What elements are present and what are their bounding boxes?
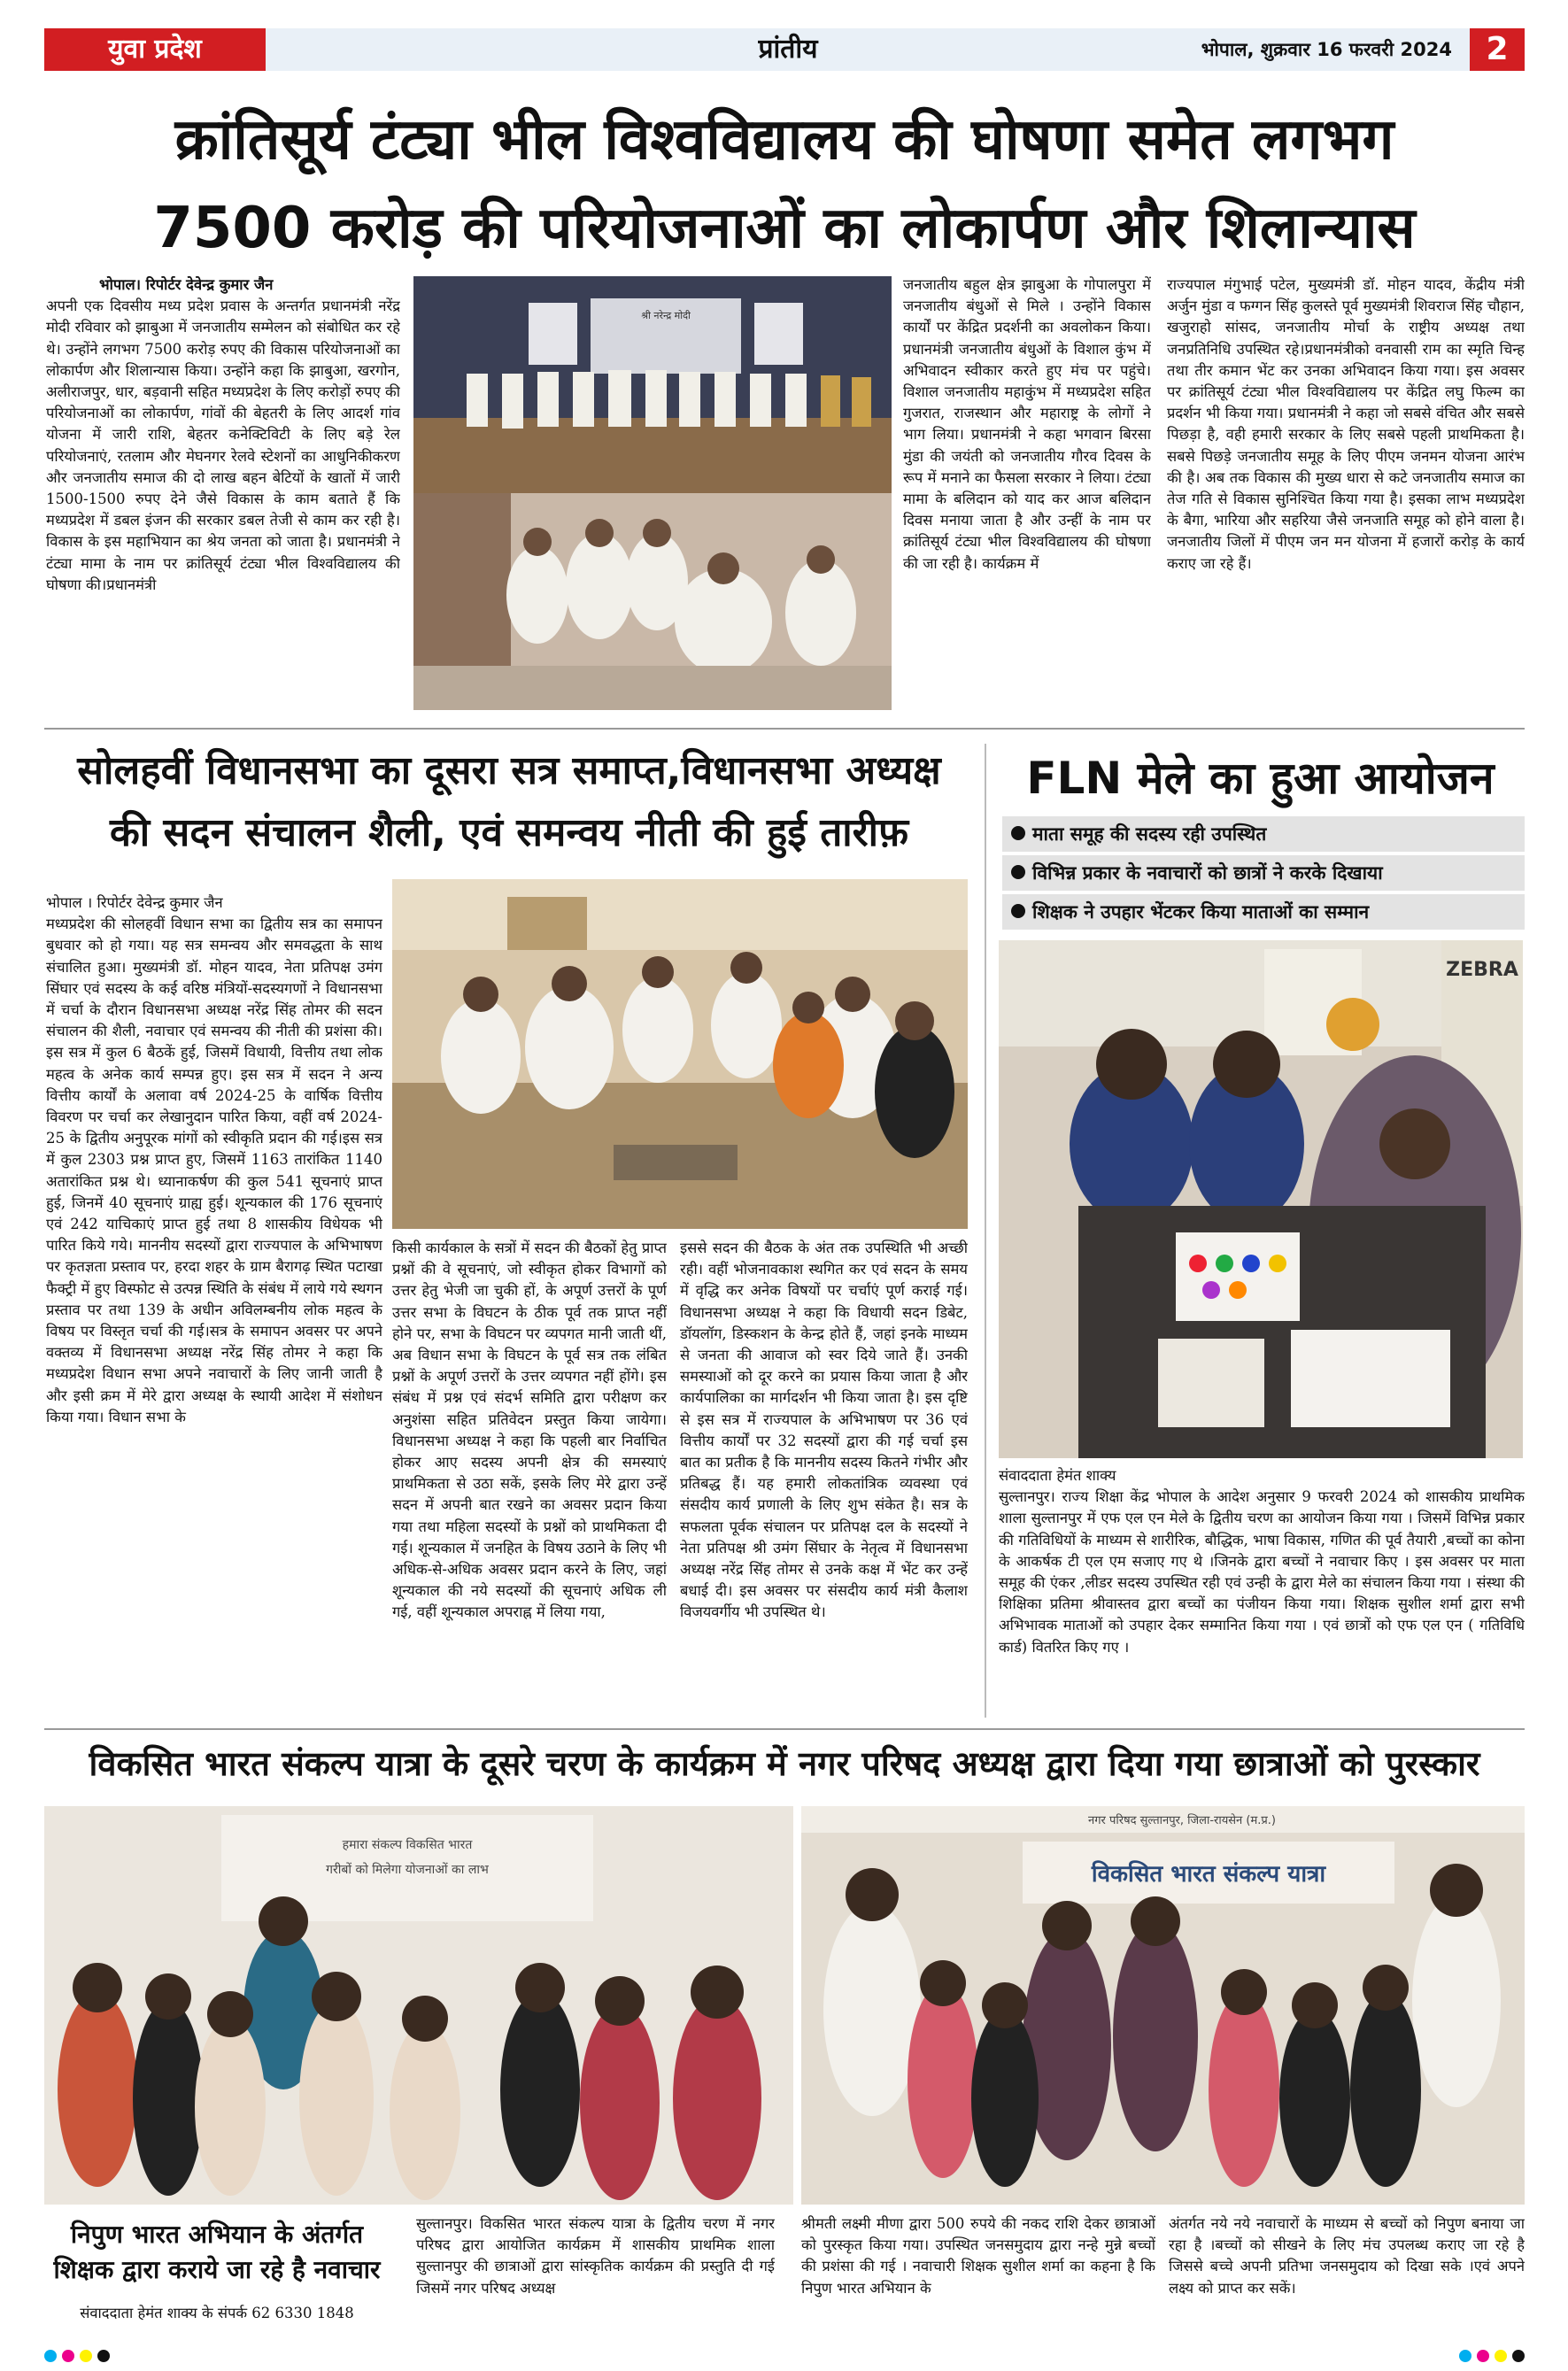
divider	[44, 1728, 1525, 1730]
stage-banner-text: श्री नरेन्द्र मोदी	[641, 310, 691, 321]
registration-dot	[1512, 2350, 1525, 2362]
story1-photo	[413, 276, 892, 710]
registration-dot	[80, 2350, 92, 2362]
wall-text: ZEBRA	[1446, 959, 1518, 981]
story4-photo-left	[44, 1806, 793, 2205]
banner-text: नगर परिषद सुल्तानपुर, जिला-रायसेन (म.प्र.)	[1088, 1814, 1276, 1827]
story4-photo-right	[801, 1806, 1525, 2205]
story4-caption-byline: संवाददाता हेमंत शाक्य के संपर्क 62 6330 1848	[80, 2305, 354, 2321]
story3-bullet	[1002, 816, 1525, 852]
story1-headline-line1: क्रांतिसूर्य टंट्या भील विश्वविद्यालय की घोषणा समेत लगभग	[174, 107, 1394, 173]
story3-bullet	[1002, 855, 1525, 891]
story2-headline-line2: की सदन संचालन शैली, एवं समन्वय नीती की हुई तारीफ़	[109, 810, 908, 855]
story2-byline: भोपाल । रिपोर्टर देवेन्द्र कुमार जैन	[46, 894, 223, 911]
story3-text: सुल्तानपुर। राज्य शिक्षा केंद्र भोपाल के आदेश अनुसार 9 फरवरी 2024 को शासकीय प्राथमिक शाला सुल्तानपुर में एफ एल एन मेले के द्वितीय चरण का आयोजन किया गया । जिसमें विभिन्न प्रकार की गतिविधियों के माध्यम से शारीरिक, बौद्धिक, भाषा विकास, गणित की पूर्व तैयारी ,बच्चों का कोना के आकर्षक टी एल एम सजाए गए थे ।जिनके द्वारा बच्चों ने नवाचार किए । इस अवसर पर माता समूह की एंकर ,लीडर सदस्य उपस्थित रही एवं उन्ही के द्वारा मेले का संचालन किया गया । संस्था की शिक्षिका प्रतिमा श्रीवास्तव द्वारा बच्चों का पंजीयन किया गया। शिक्षक सुशील शर्मा द्वारा सभी अभिभावक माताओं को उपहार देकर सम्मानित किया गया । एवं छात्रों को एफ एल एन ( गतिविधि कार्ड) वितरित किए गए ।	[999, 1488, 1525, 1656]
story2-photo	[392, 879, 968, 1229]
registration-dot	[1459, 2350, 1471, 2362]
page-number: 2	[1470, 28, 1525, 71]
story3-bullet	[1002, 894, 1525, 930]
story4-headline: विकसित भारत संकल्प यात्रा के दूसरे चरण के कार्यक्रम में नगर परिषद अध्यक्ष द्वारा दिया गया छात्राओं को पुरस्कार	[89, 1744, 1480, 1783]
story4-caption-line2: शिक्षक द्वारा कराये जा रहे है नवाचार	[53, 2255, 381, 2284]
column-divider	[985, 744, 986, 1718]
story4-caption-line1: निपुण भारत अभियान के अंतर्गत	[70, 2220, 364, 2249]
story1-byline: भोपाल। रिपोर्टर देवेन्द्र कुमार जैन	[99, 276, 274, 293]
story1-column-1	[46, 274, 400, 717]
story4-column-1: सुल्तानपुर। विकसित भारत संकल्प यात्रा के द्वितीय चरण में नगर परिषद द्वारा आयोजित कार्यक्रम में शासकीय प्राथमिक शाला सुल्तानपुर की छात्राओं द्वारा सांस्कृतिक कार्यक्रम की प्रस्तुति दी गई जिसमें नगर परिषद अध्यक्ष	[416, 2215, 775, 2297]
issue-date: भोपाल, शुक्रवार 16 फरवरी 2024	[1201, 39, 1452, 60]
banner-text: गरीबों को मिलेगा योजनाओं का लाभ	[326, 1863, 489, 1877]
bullet-text: माता समूह की सदस्य रही उपस्थित	[1032, 823, 1267, 845]
story1-column-3: राज्यपाल मंगुभाई पटेल, मुख्यमंत्री डॉ. मोहन यादव, केंद्रीय मंत्री अर्जुन मुंडा व फग्गन सिंह कुलस्ते पूर्व मुख्यमंत्री शिवराज सिंह चौहान, खजुराहो सांसद, जनजातीय मोर्चा के राष्ट्रीय अध्यक्ष तथा जनप्रतिनिधि उपस्थित रहे।प्रधानमंत्रीको वनवासी राम का स्मृति चिन्ह तथा तीर कमान भेंट कर उनका अभिवादन किया गया। इस अवसर पर क्रांतिसूर्य टंट्या भील विश्वविद्यालय पर केंद्रित लघु फिल्म का प्रदर्शन भी किया गया। प्रधानमंत्री ने कहा जो सबसे वंचित और सबसे पिछड़ा है, वही हमारी सरकार के लिए सबसे पहली प्राथमिकता है। सबसे पिछड़े जनजातीय समूह के लिए पीएम जनमन योजना आरंभ की है। अब तक विकास की मुख्य धारा से कटे जनजातीय समाज का तेज गति से विकास सुनिश्चित किया गया है। इसका लाभ मध्यप्रदेश के बैगा, भारिया और सहरिया जैसे जनजाति समूह को होने वाला है। जनजातीय जिलों में पीएम जन मन योजना में हजारों करोड़ के कार्य कराए जा रहे हैं।	[1167, 276, 1525, 572]
story1-headline-line2: 7500 करोड़ की परियोजनाओं का लोकार्पण और शिलान्यास	[153, 196, 1416, 261]
registration-dot	[62, 2350, 74, 2362]
divider	[44, 728, 1525, 730]
story2-column-1	[46, 892, 382, 1716]
story2-headline-line1: सोलहवीं विधानसभा का दूसरा सत्र समाप्त,विधानसभा अध्यक्ष	[77, 748, 941, 793]
banner-text: हमारा संकल्प विकसित भारत	[342, 1838, 473, 1852]
story3-headline: FLN मेले का हुआ आयोजन	[1026, 753, 1495, 804]
registration-dot	[1477, 2350, 1489, 2362]
registration-dot	[97, 2350, 110, 2362]
story4-column-3: अंतर्गत नये नये नवाचारों के माध्यम से बच्चों को निपुण बनाया जा रहा है ।बच्चों को सीखने के लिए मंच उपलब्ध कराए जा रहे है जिससे बच्चे अपनी प्रतिभा जनसमुदाय को दिखा सके ।एवं अपने लक्ष्य को प्राप्त कर सकें।	[1169, 2215, 1525, 2297]
bullet-text: विभिन्न प्रकार के नवाचारों को छात्रों ने करके दिखाया	[1032, 862, 1383, 884]
story2-column-3: इससे सदन की बैठक के अंत तक उपस्थिति भी अच्छी रही। वहीं भोजनावकाश स्थगित कर एवं सदन के समय में वृद्धि कर अनेक विषयों पर चर्चाएं पूर्ण कराई गई।विधानसभा अध्यक्ष ने कहा कि विधायी सदन डिबेट, डॉयलॉग, डिस्कशन के केन्द्र होते हैं, जहां इनके माध्यम से जनता की आवाज को स्वर दिये जाते हैं। उनकी समस्याओं को दूर करने का प्रयास किया जाता है और कार्यपालिका का मार्गदर्शन भी किया जाता है। इस दृष्टि से इस सत्र में राज्यपाल के अभिभाषण पर 36 एवं वित्तीय कार्यों पर 32 सदस्यों द्वारा की गई चर्चा इस बात का प्रतीक है कि माननीय सदस्य कितने गंभीर और प्रतिबद्ध हैं। यह हमारी लोकतांत्रिक व्यवस्था एवं संसदीय कार्य प्रणाली के लिए शुभ संकेत है। सत्र के सफलता पूर्वक संचालन पर प्रतिपक्ष दल के सदस्यों ने नेता प्रतिपक्ष श्री उमंग सिंघार के नेतृत्व में विधानसभा अध्यक्ष नरेंद्र सिंह तोमर से उनके कक्ष में भेंट कर उन्हें बधाई दी। इस अवसर पर संसदीय कार्य मंत्री कैलाश विजयवर्गीय भी उपस्थित थे।	[680, 1240, 968, 1621]
story3-photo	[999, 940, 1523, 1458]
bullet-text: शिक्षक ने उपहार भेंटकर किया माताओं का सम्मान	[1032, 901, 1370, 923]
story1-text-1: अपनी एक दिवसीय मध्य प्रदेश प्रवास के अन्तर्गत प्रधानमंत्री नरेंद्र मोदी रविवार को झाबुआ में जनजातीय सम्मेलन को संबोधित कर रहे थे। उन्होंने लगभग 7500 करोड़ रुपए की विकास परियोजनाओं का लोकार्पण और शिलान्यास किया। उन्होंने कहा कि झाबुआ, खरगोन, अलीराजपुर, धार, बड़वानी सहित मध्यप्रदेश के लिए करोड़ों रुपए की परियोजनाओं का लोकार्पण, गांवों की बेहतरी के लिए आदर्श गांव योजना में जारी राशि, बेहतर कनेक्टिविटी के लिए बड़े रेल परियोजनाएं, रतलाम और मेघनगर रेलवे स्टेशनों का आधुनिकीकरण और जनजातीय समाज की दो लाख बहन बेटियों के खातों में जारी 1500-1500 रुपए देने जैसे विकास के काम बताते हैं कि मध्यप्रदेश में डबल इंजन की सरकार डबल तेजी से काम कर रही है। विकास के इस महाभियान का श्रेय जनता को जाता है। प्रधानमंत्री ने टंट्या मामा के नाम पर क्रांतिसूर्य टंट्या भील विश्वविद्यालय की घोषणा की।प्रधानमंत्री	[46, 297, 400, 593]
registration-dot	[44, 2350, 57, 2362]
brand-label: युवा प्रदेश	[44, 28, 266, 71]
story2-text-1: मध्यप्रदेश की सोलहवीं विधान सभा का द्वितीय सत्र का समापन बुधवार को हो गया। यह सत्र समन्वय और समवद्धता के साथ संचालित हुआ। मुख्यमंत्री डॉ. मोहन यादव, नेता प्रतिपक्ष उमंग सिंघार एवं सदस्य के कई वरिष्ठ मंत्रियों-सदस्यगणों ने विधानसभा में चर्चा के दौरान विधानसभा अध्यक्ष नरेंद्र सिंह तोमर की सदन संचालन की शैली, नवाचार एवं समन्वय की नीती की प्रशंसा की। इस सत्र में कुल 6 बैठकें हुई, जिसमें विधायी, वित्तीय तथा लोक महत्व के अनेक कार्य सम्पन्न हुए। इस सत्र में सदन ने अन्य वित्तीय कार्यों के अलावा वर्ष 2024-25 के वार्षिक वित्तीय विवरण पर चर्चा कर लेखानुदान पारित किया, वहीं वर्ष 2024-25 के द्वितीय अनुपूरक मांगों को स्वीकृति प्रदान की गई।इस सत्र में कुल 2303 प्रश्न प्राप्त हुए, जिसमें 1163 तारांकित 1140 अतारांकित प्रश्न थे। ध्यानाकर्षण की कुल 541 सूचनाएं प्राप्त हुई, जिनमें 40 सूचनाएं ग्राह्य हुई। शून्यकाल की 176 सूचनाएं एवं 242 याचिकाएं प्राप्त हुई तथा 8 शासकीय विधेयक भी पारित किये गये। माननीय सदस्यों द्वारा राज्यपाल के अभिभाषण पर कृतज्ञता प्रस्ताव पर, हरदा शहर के ग्राम बैरागढ़ स्थित पटाखा फैक्ट्री में हुए विस्फोट से उत्पन्न स्थिति के संबंध में लाये गये स्थगन प्रस्ताव पर तथा 139 के अधीन अविलम्बनीय लोक महत्व के विषय पर विस्तृत चर्चा की गई।सत्र के समापन अवसर पर अपने वक्तव्य में विधानसभा अध्यक्ष नरेंद्र सिंह तोमर ने कहा कि मध्यप्रदेश विधान सभा अपने नवाचारों के लिए जानी जाती है और इसी क्रम में मेरे द्वारा अध्यक्ष के स्थायी आदेश में संशोधन किया गया। विधान सभा के	[46, 915, 382, 1425]
story3-column	[999, 1465, 1525, 1718]
story3-byline: संवाददाता हेमंत शाक्य	[999, 1467, 1116, 1484]
story4-column-2: श्रीमती लक्ष्मी मीणा द्वारा 500 रुपये की नकद राशि देकर छात्राओं को पुरस्कृत किया गया। उपस्थित जनसमुदाय द्वारा नन्हे मुन्ने बच्चों की प्रशंसा की गई । नवाचारी शिक्षक सुशील शर्मा का कहना है कि निपुण भारत अभियान के	[801, 2215, 1155, 2297]
banner-text: विकसित भारत संकल्प यात्रा	[1091, 1861, 1326, 1888]
story2-column-2: किसी कार्यकाल के सत्रों में सदन की बैठकों हेतु प्राप्त प्रश्नों की वे सूचनाएं, जो स्वीकृत होकर विभागों को उत्तर हेतु भेजी जा चुकी हों, के अपूर्ण उत्तरों के पूर्ण उत्तर सभा के विघटन के ठीक पूर्व तक प्राप्त नहीं होने पर, सभा के विघटन पर व्यपगत मानी जाती थीं, अब विधान सभा के विघटन के पूर्व सत्र तक लंबित प्रश्नों के अपूर्ण उत्तरों के उत्तर व्यपगत नहीं होंगे। इस संबंध में प्रश्न एवं संदर्भ समिति द्वारा परीक्षण कर अनुशंसा सहित प्रतिवेदन प्रस्तुत किया जायेगा। विधानसभा अध्यक्ष ने कहा कि पहली बार निर्वाचित होकर आए सदस्य अपनी क्षेत्र की समस्याएं प्राथमिकता से उठा सकें, इसके लिए मेरे द्वारा उन्हें सदन में अपनी बात रखने का अवसर प्रदान किया गया तथा महिला सदस्यों के प्रश्नों को प्राथमिकता दी गई। शून्यकाल में जनहित के विषय उठाने के लिए भी अधिक-से-अधिक अवसर प्रदान करने के लिए, जहां शून्यकाल की नये सदस्यों की सूचनाएं अधिक ली गई, वहीं शून्यकाल अपराह्न में लिया गया,	[392, 1240, 667, 1621]
section-label: प्रांतीय	[758, 34, 818, 65]
registration-dot	[1495, 2350, 1507, 2362]
story1-column-2: जनजातीय बहुल क्षेत्र झाबुआ के गोपालपुरा में जनजातीय बंधुओं से मिले । उन्होंने विकास कार्यों पर केंद्रित प्रदर्शनी का अवलोकन किया। प्रधानमंत्री जनजातीय बंधुओं के विशाल कुंभ में अभिवादन स्वीकार करते हुए मंच पर पहुंचे। विशाल जनजातीय महाकुंभ में मध्यप्रदेश सहित गुजरात, राजस्थान और महाराष्ट्र के लोगों ने भाग लिया। प्रधानमंत्री ने कहा भगवान बिरसा मुंडा की जयंती को जनजातीय गौरव दिवस के रूप में मनाने का फैसला सरकार ने लिया। टंट्या मामा के बलिदान को याद कर आज बलिदान दिवस मनाया जाता है और उन्हीं के नाम पर क्रांतिसूर्य टंट्या भील विश्वविद्यालय की घोषणा की जा रही है। कार्यक्रम में	[903, 276, 1151, 572]
